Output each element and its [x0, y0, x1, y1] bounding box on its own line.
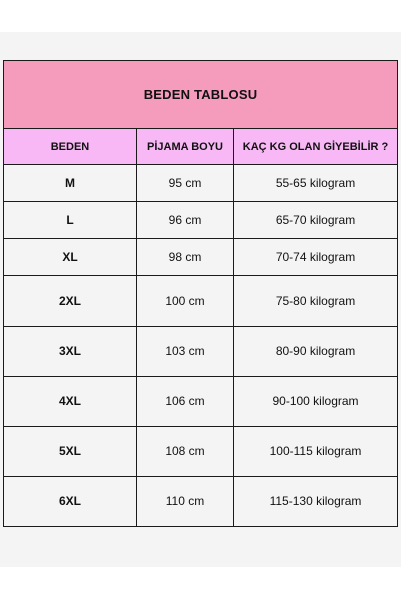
weight-cell: 75-80 kilogram: [234, 276, 398, 326]
size-cell: 3XL: [4, 326, 137, 376]
header-weight: KAÇ KG OLAN GİYEBİLİR ?: [234, 129, 398, 165]
size-cell: L: [4, 202, 137, 239]
table-row: [4, 202, 398, 239]
table-row: [4, 239, 398, 276]
length-cell: 95 cm: [137, 165, 234, 202]
table-row: [4, 476, 398, 526]
table-row: [4, 165, 398, 202]
length-cell: 98 cm: [137, 239, 234, 276]
table-row: [4, 276, 398, 326]
length-cell: 110 cm: [137, 476, 234, 526]
weight-cell: 80-90 kilogram: [234, 326, 398, 376]
length-cell: 106 cm: [137, 376, 234, 426]
weight-cell: 100-115 kilogram: [234, 426, 398, 476]
table-row: [4, 326, 398, 376]
header-length: PİJAMA BOYU: [137, 129, 234, 165]
size-table: [3, 60, 398, 527]
bottom-white-band: [0, 567, 401, 601]
length-cell: 108 cm: [137, 426, 234, 476]
table-row: [4, 426, 398, 476]
header-size: BEDEN: [4, 129, 137, 165]
table-row: [4, 376, 398, 426]
size-cell: 4XL: [4, 376, 137, 426]
size-cell: M: [4, 165, 137, 202]
table-title: BEDEN TABLOSU: [4, 61, 398, 129]
size-cell: 2XL: [4, 276, 137, 326]
length-cell: 100 cm: [137, 276, 234, 326]
header-row: [4, 129, 398, 165]
title-row: [4, 61, 398, 129]
weight-cell: 65-70 kilogram: [234, 202, 398, 239]
length-cell: 96 cm: [137, 202, 234, 239]
length-cell: 103 cm: [137, 326, 234, 376]
top-white-band: [0, 0, 401, 32]
weight-cell: 90-100 kilogram: [234, 376, 398, 426]
size-cell: 5XL: [4, 426, 137, 476]
weight-cell: 70-74 kilogram: [234, 239, 398, 276]
size-cell: XL: [4, 239, 137, 276]
weight-cell: 55-65 kilogram: [234, 165, 398, 202]
weight-cell: 115-130 kilogram: [234, 476, 398, 526]
size-cell: 6XL: [4, 476, 137, 526]
